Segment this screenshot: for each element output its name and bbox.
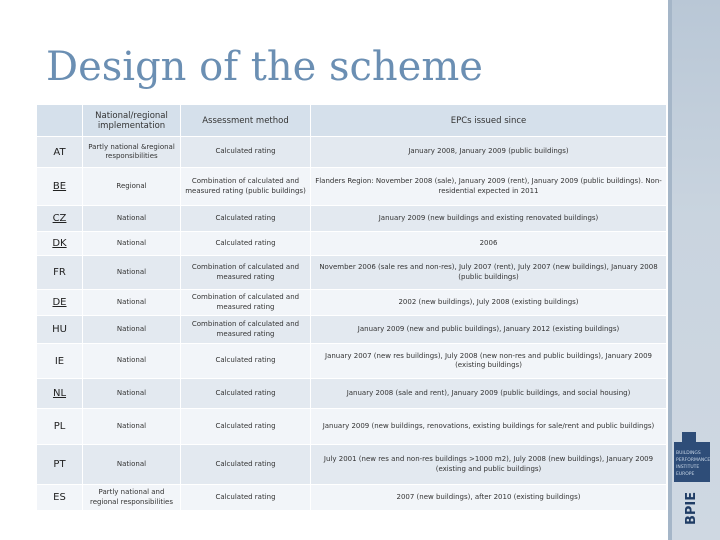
header-assessment: Assessment method (181, 105, 311, 137)
assessment-cell: Calculated rating (181, 445, 311, 485)
implementation-cell: Partly national &regional responsibilities (83, 137, 181, 168)
table-row (37, 445, 667, 485)
assessment-cell: Calculated rating (181, 485, 311, 511)
table-row (37, 316, 667, 344)
implementation-cell: National (83, 344, 181, 379)
country-code: BE (37, 168, 83, 206)
header-implementation: National/regional implementation (83, 105, 181, 137)
epcs-since-cell: January 2008 (sale and rent), January 2009 (public buildings, and social housing) (311, 379, 667, 409)
country-code: CZ (37, 206, 83, 232)
assessment-cell: Calculated rating (181, 232, 311, 256)
country-code: DK (37, 232, 83, 256)
table-header-row (37, 105, 667, 137)
assessment-cell: Calculated rating (181, 409, 311, 445)
assessment-cell: Combination of calculated and measured rating (181, 316, 311, 344)
assessment-cell: Calculated rating (181, 379, 311, 409)
epcs-since-cell: January 2007 (new res buildings), July 2008 (new non-res and public buildings), January 2009 (existing buildings) (311, 344, 667, 379)
table-row (37, 344, 667, 379)
implementation-cell: National (83, 206, 181, 232)
epcs-since-cell: January 2009 (new and public buildings), January 2012 (existing buildings) (311, 316, 667, 344)
country-code: ES (37, 485, 83, 511)
implementation-cell: Regional (83, 168, 181, 206)
epcs-since-cell: January 2009 (new buildings, renovations, existing buildings for sale/rent and public buildings) (311, 409, 667, 445)
logo-line: EUROPE (676, 472, 695, 477)
table-row (37, 379, 667, 409)
country-code: PT (37, 445, 83, 485)
table-row (37, 256, 667, 290)
table-row (37, 290, 667, 316)
epcs-since-cell: Flanders Region: November 2008 (sale), January 2009 (rent), January 2009 (public buildings). Non-residential expected in 2011 (311, 168, 667, 206)
bpie-logo (670, 432, 716, 482)
table-row (37, 232, 667, 256)
table-row (37, 206, 667, 232)
table-row (37, 168, 667, 206)
header-country (37, 105, 83, 137)
implementation-cell: National (83, 445, 181, 485)
logo-line: BUILDINGS (676, 451, 701, 456)
epcs-since-cell: 2007 (new buildings), after 2010 (existing buildings) (311, 485, 667, 511)
country-code: IE (37, 344, 83, 379)
implementation-cell: National (83, 232, 181, 256)
page-title: Design of the scheme (46, 44, 483, 90)
assessment-cell: Calculated rating (181, 344, 311, 379)
epcs-since-cell: 2002 (new buildings), July 2008 (existing buildings) (311, 290, 667, 316)
epcs-since-cell: July 2001 (new res and non-res buildings >1000 m2), July 2008 (new buildings), January 2009 (existing and public buildings) (311, 445, 667, 485)
implementation-cell: National (83, 379, 181, 409)
table-row (37, 137, 667, 168)
assessment-cell: Calculated rating (181, 206, 311, 232)
country-code: DE (37, 290, 83, 316)
table-row (37, 485, 667, 511)
bpie-label: BPIE (684, 491, 699, 525)
assessment-cell: Combination of calculated and measured rating (public buildings) (181, 168, 311, 206)
country-code: AT (37, 137, 83, 168)
assessment-cell: Combination of calculated and measured rating (181, 256, 311, 290)
assessment-cell: Combination of calculated and measured rating (181, 290, 311, 316)
epcs-since-cell: 2006 (311, 232, 667, 256)
logo-line: INSTITUTE (676, 465, 700, 470)
implementation-cell: National (83, 256, 181, 290)
epcs-since-cell: January 2008, January 2009 (public buildings) (311, 137, 667, 168)
epcs-since-cell: November 2006 (sale res and non-res), July 2007 (rent), July 2007 (new buildings), January 2008 (public buildings) (311, 256, 667, 290)
scheme-table (36, 104, 667, 511)
country-code: FR (37, 256, 83, 290)
implementation-cell: National (83, 316, 181, 344)
header-epcs-since: EPCs issued since (311, 105, 667, 137)
logo-line: PERFORMANCE (676, 458, 711, 463)
implementation-cell: National (83, 409, 181, 445)
country-code: HU (37, 316, 83, 344)
epcs-since-cell: January 2009 (new buildings and existing renovated buildings) (311, 206, 667, 232)
country-code: PL (37, 409, 83, 445)
assessment-cell: Calculated rating (181, 137, 311, 168)
country-code: NL (37, 379, 83, 409)
implementation-cell: Partly national and regional responsibilities (83, 485, 181, 511)
table-row (37, 409, 667, 445)
implementation-cell: National (83, 290, 181, 316)
